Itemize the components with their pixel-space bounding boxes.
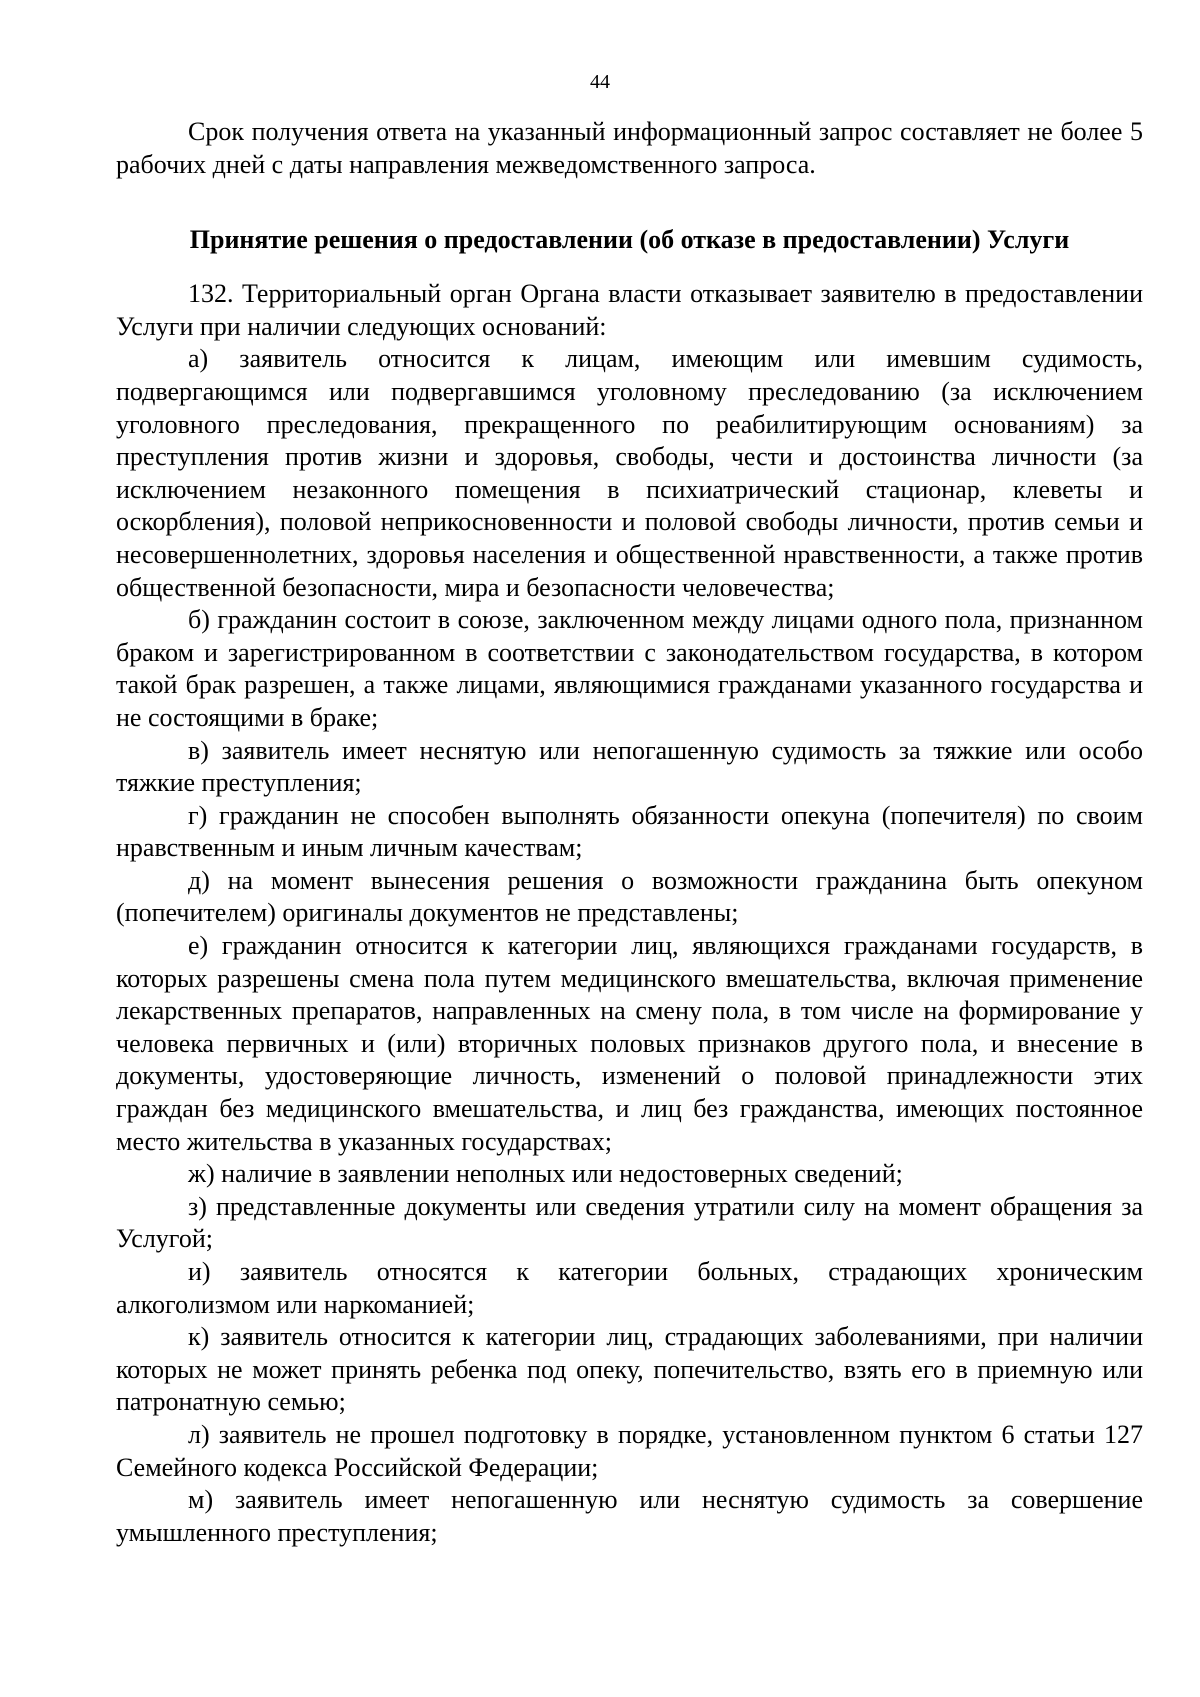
list-item-v: в) заявитель имеет неснятую или непогашенную судимость за тяжкие или особо тяжкие преступления; (116, 735, 1143, 798)
document-body (116, 116, 1143, 1549)
spacer (116, 181, 1143, 224)
intro-paragraph: Срок получения ответа на указанный информационный запрос составляет не более 5 рабочих дней с даты направления межведомственного запроса. (116, 117, 1143, 179)
list-item-d: д) на момент вынесения решения о возможности гражданина быть опекуном (попечителем) оригиналы документов не представлены; (116, 865, 1143, 928)
page-number: 44 (590, 71, 610, 93)
list-item-a: а) заявитель относится к лицам, имеющим или имевшим судимость, подвергающимся или подвергавшимся уголовному преследованию (за исключением уголовного преследования, прекращенного по реабилитирующим основаниям) за преступления против жизни и здоровья, свободы, чести и достоинства личности (за исключением незаконного помещения в психиатрический стационар, клеветы и оскорбления), половой неприкосновенности и половой свободы личности, против семьи и несовершеннолетних, здоровья населения и общественной нравственности, а также против общественной безопасности, мира и безопасности человечества; (116, 344, 1143, 602)
list-item-l: л) заявитель не прошел подготовку в порядке, установленном пунктом 6 статьи 127 Семейного кодекса Российской Федерации; (116, 1419, 1143, 1482)
list-item-g: г) гражданин не способен выполнять обязанности опекуна (попечителя) по своим нравственным и иным личным качествам; (116, 800, 1143, 863)
list-item-i: и) заявитель относятся к категории больных, страдающих хроническим алкоголизмом или наркоманией; (116, 1257, 1143, 1319)
list-item-b: б) гражданин состоит в союзе, заключенном между лицами одного пола, признанном браком и зарегистрированном в соответствии с законодательством государства, в котором такой брак разрешен, а также лицами, являющимися гражданами указанного государства и не состоящими в браке; (116, 605, 1143, 732)
list-item-k: к) заявитель относится к категории лиц, страдающих заболеваниями, при наличии которых не может принять ребенка под опеку, попечительство, взять его в приемную или патронатную семью; (116, 1322, 1143, 1417)
list-item-m: м) заявитель имеет непогашенную или неснятую судимость за совершение умышленного преступления; (116, 1485, 1143, 1547)
paragraph-132: 132. Территориальный орган Органа власти отказывает заявителю в предоставлении Услуги при наличии следующих оснований: (116, 279, 1143, 341)
spacer (116, 256, 1143, 278)
list-item-zh: ж) наличие в заявлении неполных или недостоверных сведений; (188, 1159, 903, 1189)
list-item-z: з) представленные документы или сведения утратили силу на момент обращения за Услугой; (116, 1191, 1143, 1254)
list-item-e: е) гражданин относится к категории лиц, являющихся гражданами государств, в которых разрешены смена пола путем медицинского вмешательства, включая применение лекарственных препаратов, направленных на смену пола, в том числе на формирование у человека первичных и (или) вторичных половых признаков другого пола, и внесение в документы, удостоверяющие личность, изменений о половой принадлежности этих граждан без медицинского вмешательства, и лиц без гражданства, имеющих постоянное место жительства в указанных государствах; (116, 931, 1143, 1156)
section-heading: Принятие решения о предоставлении (об отказе в предоставлении) Услуги (189, 225, 1070, 255)
